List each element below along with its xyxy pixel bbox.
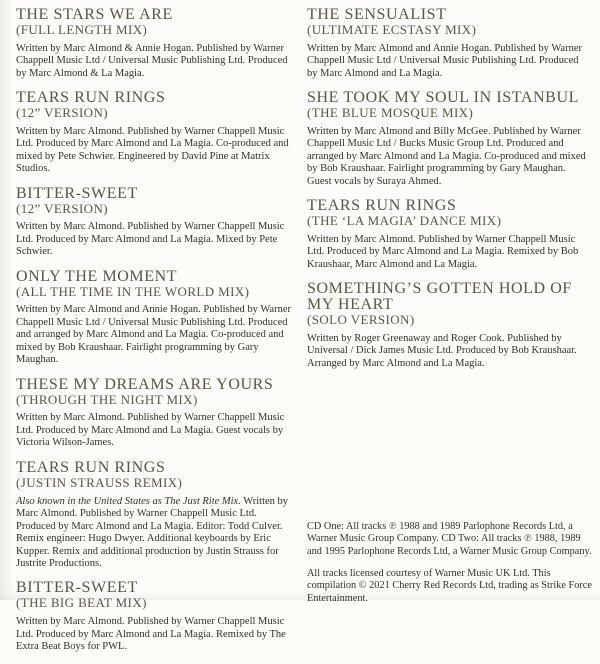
track [307, 198, 591, 271]
track-subtitle: (12” VERSION) [16, 105, 108, 121]
track-title: TEARS RUN RINGS [307, 197, 457, 215]
track-title: SHE TOOK MY SOUL IN ISTANBUL [307, 89, 579, 107]
track [307, 7, 591, 80]
track-title: TEARS RUN RINGS [16, 89, 166, 107]
track-credits: Written by Roger Greenaway and Roger Cook. Published by Universal / Dick James Music Ltd. Produced by Bob Kraushaar. Arranged by Marc Almond and La Magia. [307, 332, 577, 369]
track-credits-alias: Also known in the United States as The Just Rite Mix. [16, 495, 241, 507]
track-subtitle: (12” VERSION) [16, 200, 108, 216]
track-subtitle: (FULL LENGTH MIX) [16, 22, 148, 37]
track-credits: Written by Marc Almond and Billy McGee. Published by Warner Chappell Music Ltd / Bucks Music Group Ltd. Produced and arranged by Marc Almond and La Magia. Co-produced and mixed by Bob Kraushaar. Fairlight programming by Gary Maughan. Guest vocals by Suraya Ahmed. [307, 125, 586, 187]
left-column [16, 7, 292, 664]
track-credits-rest: Written by Marc Almond. Published by Warner Chappell Music Ltd. Produced by Marc Almond and La Magia. Editor: Todd Culver. Remix engineer: Hugo Dwyer. Additional keyboards by Eric Kupper. Remix and additional production by Justin Strauss for Justrite Productions. [16, 495, 289, 569]
track-title: THE STARS WE ARE [16, 6, 173, 23]
track [307, 281, 591, 370]
track-subtitle: (ALL THE TIME IN THE WORLD MIX) [16, 283, 250, 299]
track [16, 460, 292, 571]
track [16, 7, 292, 80]
track-credits: Written by Marc Almond and Annie Hogan. Published by Warner Chappell Music Ltd / Universal Music Publishing Ltd. Produced and arranged by Marc Almond and La Magia. Co-produced and mixed by Bob Kraushaar. Fairlight programming by Gary Maughan. [16, 304, 291, 366]
track-credits: Written by Marc Almond. Published by Warner Chappell Music Ltd. Produced by Marc Almond and La Magia. Remixed by Bob Kraushaar, Marc Almond and La Magia. [307, 233, 579, 270]
track-credits: Written by Marc Almond. Published by Warner Chappell Music Ltd. Produced by Marc Almond and La Magia. Remixed by The Extra Beat Boys for PWL. [16, 616, 286, 653]
track-subtitle: (THE ‘LA MAGIA’ DANCE MIX) [307, 213, 502, 229]
track [16, 186, 292, 259]
track-title: TEARS RUN RINGS [16, 458, 166, 476]
track-title: BITTER-SWEET [16, 579, 138, 597]
track [16, 377, 292, 450]
track-title: BITTER-SWEET [16, 184, 138, 202]
track-credits: Written by Marc Almond & Annie Hogan. Published by Warner Chappell Music Ltd / Universal Music Publishing Ltd. Produced by Marc Almond & La Magia. [16, 42, 288, 79]
copyright-license-note: All tracks licensed courtesy of Warner Music UK Ltd. This compilation © 2021 Cherry Red Records Ltd, trading as Strike Force Entertainment. [307, 568, 592, 604]
track-credits: Written by Marc Almond. Published by Warner Chappell Music Ltd. Produced by Marc Almond and La Magia. Co-produced and mixed by Pete Schwier. Engineered by David Pine at Matrix Studios. [16, 125, 289, 175]
track-title: ONLY THE MOMENT [16, 267, 178, 285]
track-credits: Written by Marc Almond. Published by Warner Chappell Music Ltd. Produced by Marc Almond and La Magia. Guest vocals by Victoria Wilson-James. [16, 412, 285, 449]
track-title: SOMETHING’S GOTTEN HOLD OF MY HEART [307, 280, 572, 314]
copyright-cd-note: CD One: All tracks ℗ 1988 and 1989 Parlophone Records Ltd, a Warner Music Group Company. CD Two: All tracks ℗ 1988, 1989 and 1995 Parlophone Records Ltd, a Warner Music Group Company. [307, 521, 592, 557]
track-subtitle: (THROUGH THE NIGHT MIX) [16, 391, 198, 407]
copyright-footer [307, 521, 595, 605]
track [16, 90, 292, 176]
track-title: THE SENSUALIST [307, 6, 447, 23]
track-subtitle: (ULTIMATE ECSTASY MIX) [307, 22, 477, 37]
track [16, 269, 292, 367]
track-subtitle: (THE BIG BEAT MIX) [16, 595, 147, 611]
track-credits: Written by Marc Almond and Annie Hogan. Published by Warner Chappell Music Ltd / Universal Music Publishing Ltd. Produced by Marc Almond and La Magia. [307, 42, 582, 79]
track-subtitle: (JUSTIN STRAUSS REMIX) [16, 474, 183, 490]
track-credits [16, 496, 292, 571]
track [16, 580, 292, 653]
right-column [307, 7, 591, 380]
track-subtitle: (SOLO VERSION) [307, 312, 415, 328]
track-title: THESE MY DREAMS ARE YOURS [16, 375, 274, 393]
track [307, 90, 591, 188]
track-subtitle: (THE BLUE MOSQUE MIX) [307, 105, 474, 121]
track-credits: Written by Marc Almond. Published by Warner Chappell Music Ltd. Produced by Marc Almond and La Magia. Mixed by Pete Schwier. [16, 221, 285, 258]
